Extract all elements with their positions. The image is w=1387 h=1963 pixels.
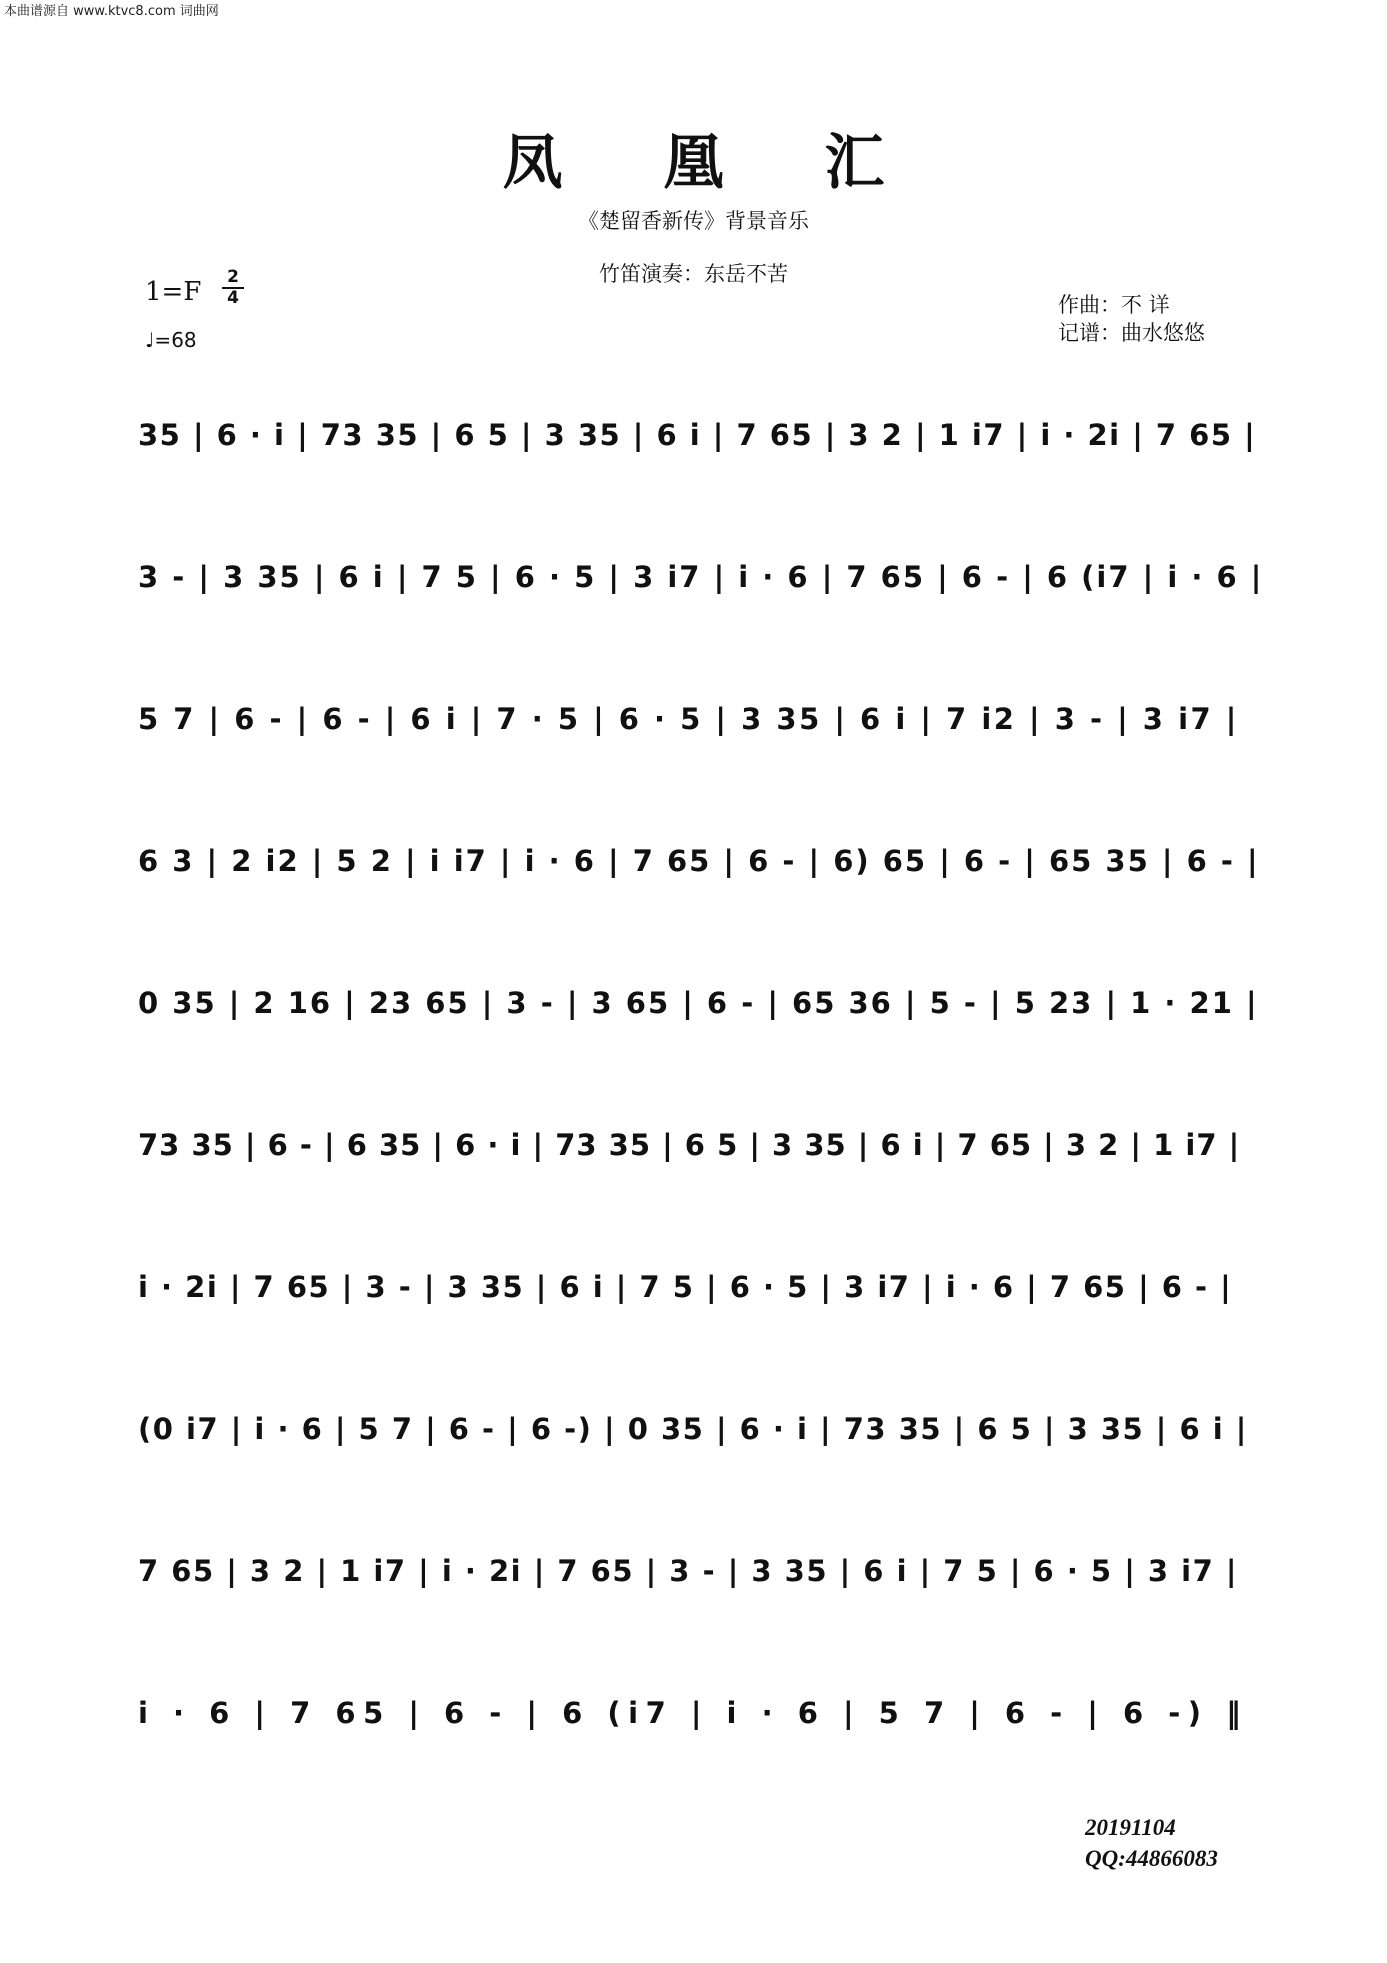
date-stamp bbox=[1085, 1812, 1218, 1874]
score-row bbox=[138, 1120, 1263, 1180]
source-watermark: 本曲谱源自 www.ktvc8.com 词曲网 bbox=[4, 4, 219, 19]
score-row bbox=[138, 1688, 1263, 1748]
qq-contact: QQ:44866083 bbox=[1085, 1846, 1218, 1871]
score-row bbox=[138, 410, 1263, 470]
score-row bbox=[138, 1262, 1263, 1322]
tempo-marking: ♩=68 bbox=[145, 328, 197, 352]
score-row-notes: i · 2i | 7 65 | 3 - | 3 35 | 6 i | 7 5 | 6 · 5 | 3 i7 | i · 6 | 7 65 | 6 - | bbox=[138, 1270, 1233, 1304]
score-row bbox=[138, 552, 1263, 612]
score-row-notes: (0 i7 | i · 6 | 5 7 | 6 - | 6 -) | 0 35 | 6 · i | 73 35 | 6 5 | 3 35 | 6 i | bbox=[138, 1412, 1248, 1446]
score-row-notes: 73 35 | 6 - | 6 35 | 6 · i | 73 35 | 6 5 | 3 35 | 6 i | 7 65 | 3 2 | 1 i7 | bbox=[138, 1128, 1241, 1162]
credits bbox=[1058, 291, 1205, 347]
time-signature bbox=[222, 268, 244, 308]
score-row-notes: 0 35 | 2 16 | 23 65 | 3 - | 3 65 | 6 - | 65 36 | 5 - | 5 23 | 1 · 21 | bbox=[138, 986, 1259, 1020]
transcriber: 记谱：曲水悠悠 bbox=[1058, 321, 1205, 345]
time-signature-bottom: 4 bbox=[227, 288, 239, 308]
performer: 竹笛演奏：东岳不苦 bbox=[599, 262, 788, 286]
score-row-notes: 3 - | 3 35 | 6 i | 7 5 | 6 · 5 | 3 i7 | i · 6 | 7 65 | 6 - | 6 (i7 | i · 6 | bbox=[138, 560, 1264, 594]
time-signature-top: 2 bbox=[222, 268, 244, 289]
score-row-notes: 7 65 | 3 2 | 1 i7 | i · 2i | 7 65 | 3 - | 3 35 | 6 i | 7 5 | 6 · 5 | 3 i7 | bbox=[138, 1554, 1238, 1588]
page-title: 凤 凰 汇 bbox=[502, 128, 925, 198]
score-row bbox=[138, 978, 1263, 1038]
key-signature: 1=F bbox=[145, 277, 202, 307]
score-row-notes: i · 6 | 7 65 | 6 - | 6 (i7 | i · 6 | 5 7 | 6 - | 6 -) ‖ bbox=[138, 1696, 1249, 1730]
date: 20191104 bbox=[1085, 1815, 1176, 1840]
score-row bbox=[138, 694, 1263, 754]
score-row-notes: 5 7 | 6 - | 6 - | 6 i | 7 · 5 | 6 · 5 | 3 35 | 6 i | 7 i2 | 3 - | 3 i7 | bbox=[138, 702, 1239, 736]
score-row bbox=[138, 1546, 1263, 1606]
composer: 作曲：不 详 bbox=[1058, 293, 1170, 317]
score-row bbox=[138, 1404, 1263, 1464]
subtitle: 《楚留香新传》背景音乐 bbox=[578, 209, 809, 233]
score-row-notes: 35 | 6 · i | 73 35 | 6 5 | 3 35 | 6 i | 7 65 | 3 2 | 1 i7 | i · 2i | 7 65 | bbox=[138, 418, 1257, 452]
score-row bbox=[138, 836, 1263, 896]
score-row-notes: 6 3 | 2 i2 | 5 2 | i i7 | i · 6 | 7 65 | 6 - | 6) 65 | 6 - | 65 35 | 6 - | bbox=[138, 844, 1260, 878]
